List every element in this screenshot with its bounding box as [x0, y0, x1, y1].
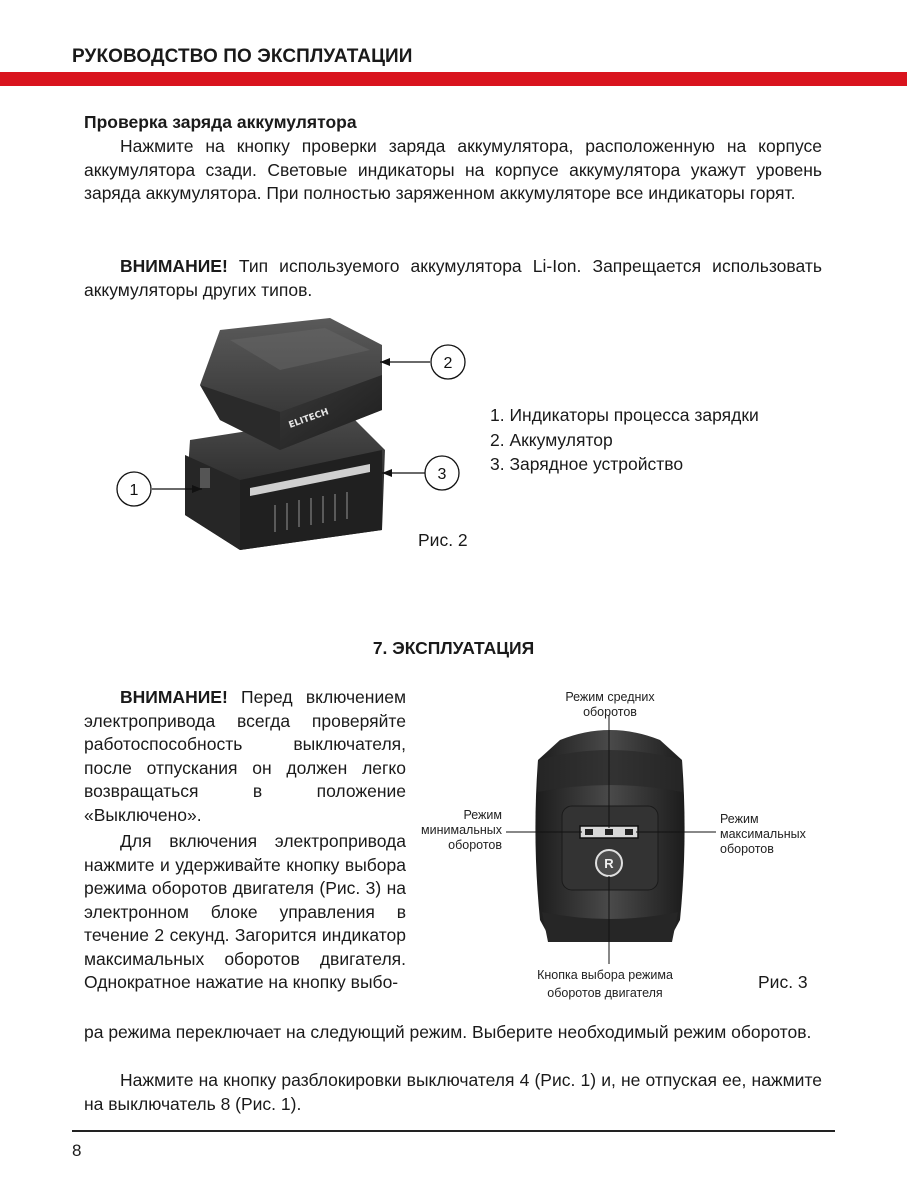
operation-warning-paragraph — [84, 686, 406, 827]
label-mode-button: Кнопка выбора режима оборотов двигателя — [537, 968, 673, 1000]
label-minimum-speed: Режим минимальных оборотов — [421, 808, 502, 852]
section-heading-battery-check: Проверка заряда аккумулятора — [84, 112, 357, 132]
figure-2-caption: Рис. 2 — [418, 530, 468, 550]
unlock-switch-paragraph: Нажмите на кнопку разблокировки выключателя 4 (Рис. 1) и, не отпуская ее, нажмите на выключатель 8 (Рис. 1). — [84, 1070, 822, 1114]
figure-2-legend — [490, 403, 759, 477]
legend-item: 1. Индикаторы процесса зарядки — [490, 405, 759, 425]
callout-3-number: 3 — [437, 466, 447, 483]
figure-3-caption: Рис. 3 — [758, 972, 808, 992]
callout-2-number: 2 — [443, 355, 453, 372]
legend-item: 2. Аккумулятор — [490, 429, 613, 450]
tool-body — [535, 730, 684, 942]
mode-button-glyph: R — [604, 856, 614, 871]
warning-text: Тип используемого аккумулятора Li-Ion. Запрещается использовать аккумуляторы других типов. — [84, 256, 822, 300]
label-maximum-speed: Режим максимальных оборотов — [720, 812, 806, 856]
section-title-operation: 7. ЭКСПЛУАТАЦИЯ — [372, 638, 535, 658]
header-accent-bar — [0, 72, 907, 86]
warning-label: ВНИМАНИЕ! — [120, 687, 228, 707]
label-medium-speed: Режим средних оборотов — [565, 690, 655, 719]
page-header-title: РУКОВОДСТВО ПО ЭКСПЛУАТАЦИИ — [72, 46, 413, 67]
callout-1-number: 1 — [129, 482, 139, 499]
warning-text: Перед включением электропривода всегда проверяйте работоспособность выключателя, после отпускания он должен легко возвращаться в положение «Выключено». — [84, 687, 406, 825]
battery-warning-paragraph — [84, 255, 822, 302]
battery-brand-logo: ELITECH — [287, 407, 331, 431]
switch-on-paragraph-continued: ра режима переключает на следующий режим. Выберите необходимый режим оборотов. — [84, 1022, 812, 1042]
battery-check-paragraph: Нажмите на кнопку проверки заряда аккумулятора, расположенную на корпусе аккумулятора сзади. Световые индикаторы на корпусе аккумулятора укажут уровень заряда аккумулятора. При полностью заряженном аккумуляторе все индикаторы горят. — [84, 136, 822, 203]
charge-indicator-leds — [200, 468, 210, 488]
page-number: 8 — [72, 1141, 82, 1160]
switch-on-paragraph: Для включения электропривода нажмите и удерживайте кнопку выбора режима оборотов двигателя (Рис. 3) на электронном блоке управления в течение 2 секунд. Загорится индикатор максимальных оборотов двигателя. Однократное нажатие на кнопку выбо- — [84, 831, 406, 992]
control-panel — [562, 806, 658, 890]
figure-2-battery-charger — [100, 300, 480, 560]
warning-label: ВНИМАНИЕ! — [120, 256, 228, 276]
footer-divider — [72, 1130, 835, 1132]
legend-item: 3. Зарядное устройство — [490, 454, 684, 474]
